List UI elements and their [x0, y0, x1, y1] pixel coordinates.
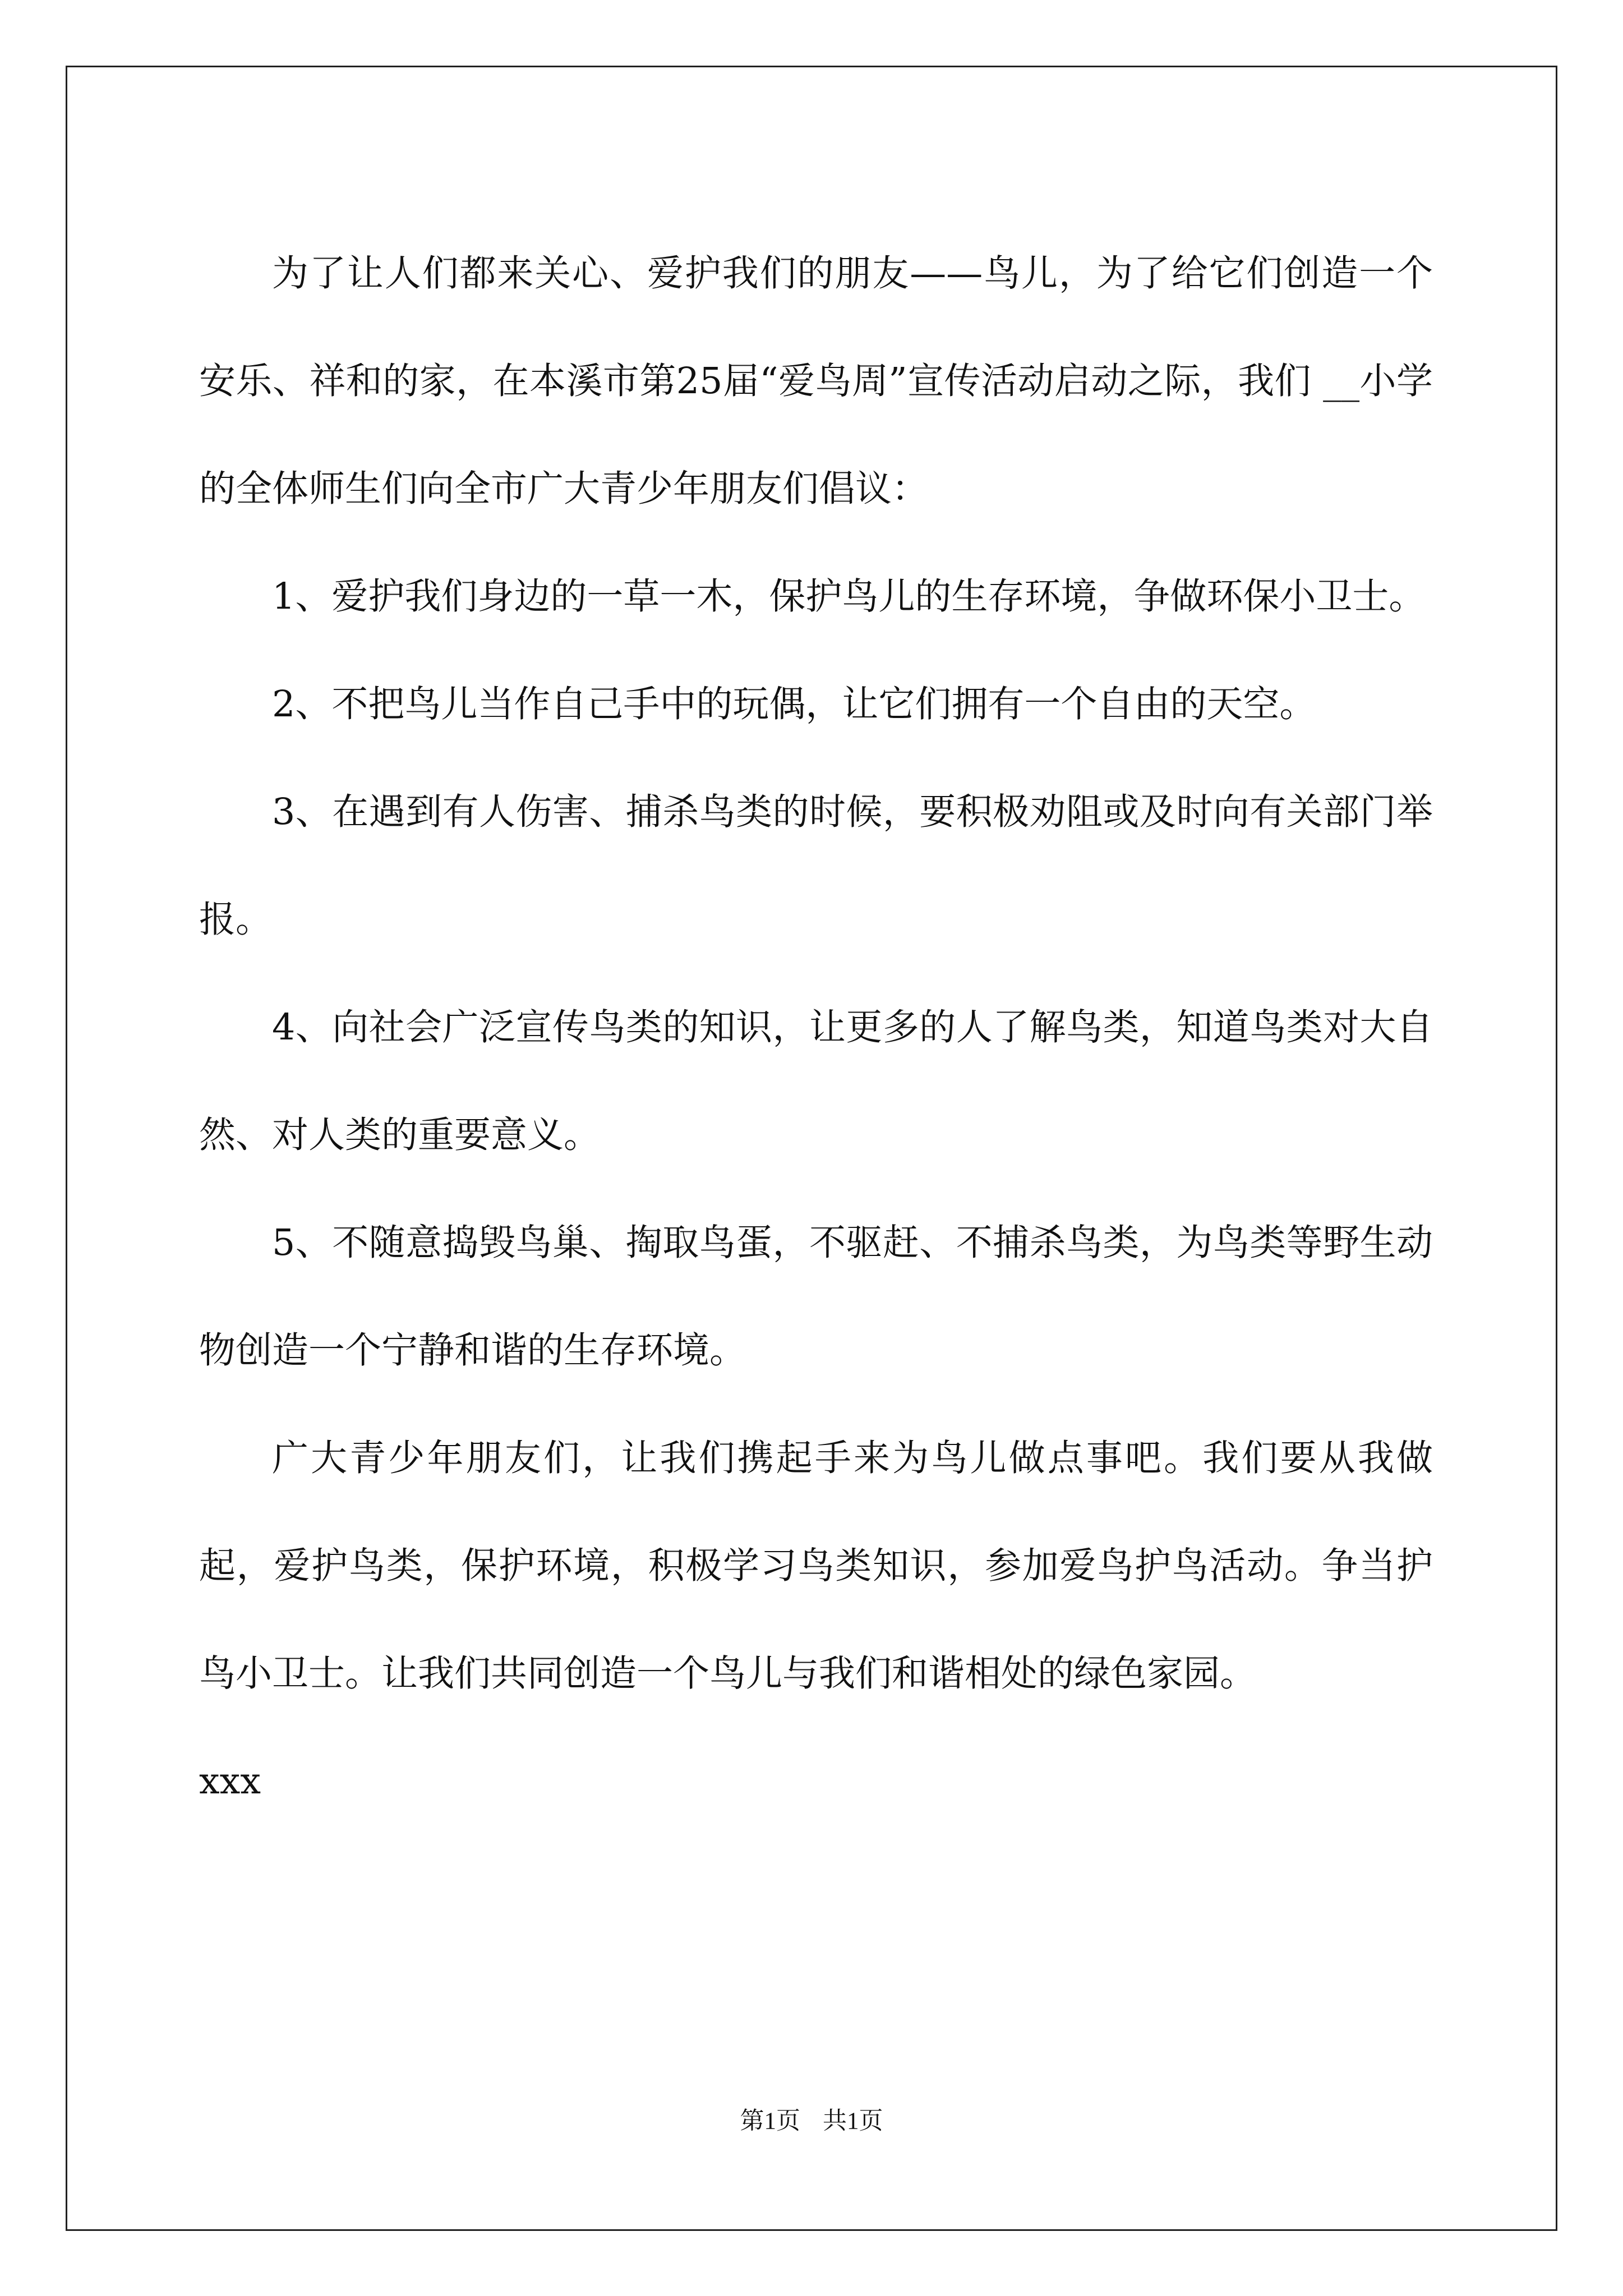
- closing-paragraph: 广大青少年朋友们，让我们携起手来为鸟儿做点事吧。我们要从我做起，爱护鸟类，保护环境，积极学习鸟类知识，参加爱鸟护鸟活动。争当护鸟小卫士。让我们共同创造一个鸟儿与我们和谐相处的绿色家园。: [199, 1437, 1433, 1695]
- proposal-item-3: 3、在遇到有人伤害、捕杀鸟类的时候，要积极劝阻或及时向有关部门举报。: [199, 791, 1433, 941]
- proposal-item-2: 2、不把鸟儿当作自己手中的玩偶，让它们拥有一个自由的天空。: [272, 683, 1316, 725]
- proposal-item-1: 1、爱护我们身边的一草一木，保护鸟儿的生存环境，争做环保小卫士。: [272, 576, 1426, 618]
- page-total: 共1页: [823, 2108, 883, 2134]
- document-body: [199, 220, 1433, 1835]
- proposal-item-4: 4、向社会广泛宣传鸟类的知识，让更多的人了解鸟类，知道鸟类对大自然、对人类的重要意义。: [199, 1006, 1433, 1156]
- intro-paragraph: 为了让人们都来关心、爱护我们的朋友——鸟儿，为了给它们创造一个安乐、祥和的家，在本溪市第25届“爱鸟周”宣传活动启动之际，我们 __小学的全体师生们向全市广大青少年朋友们倡议：: [199, 252, 1433, 510]
- page-footer: [0, 2105, 1623, 2138]
- page-number: 第1页: [740, 2108, 800, 2134]
- proposal-item-5: 5、不随意捣毁鸟巢、掏取鸟蛋，不驱赶、不捕杀鸟类，为鸟类等野生动物创造一个宁静和谐的生存环境。: [199, 1222, 1433, 1372]
- signature: xxx: [199, 1760, 261, 1802]
